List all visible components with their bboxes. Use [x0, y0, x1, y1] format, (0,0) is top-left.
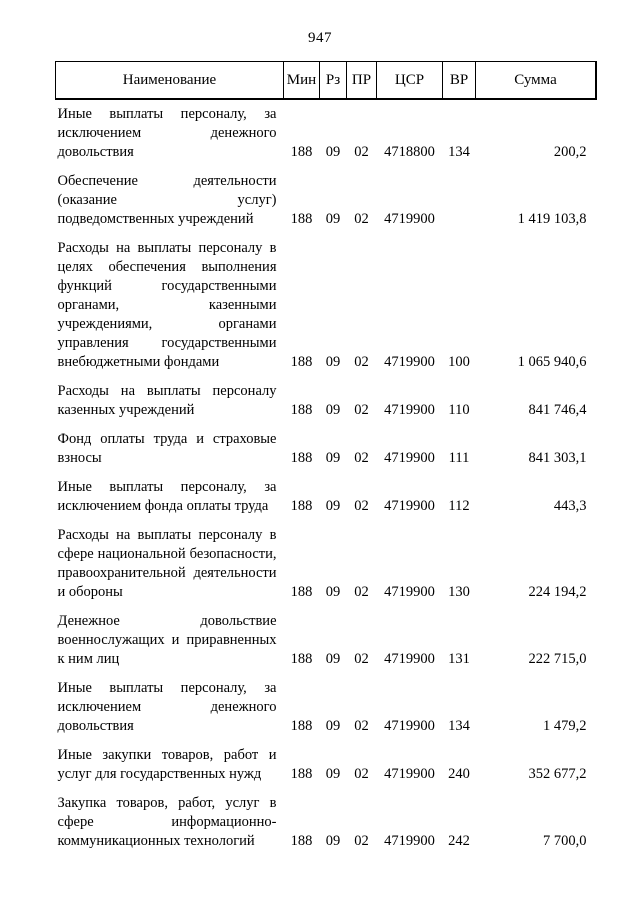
table-row [56, 424, 596, 472]
table-body [56, 99, 596, 856]
table-row [56, 472, 596, 520]
pr-cell: 02 [354, 498, 369, 514]
csr-cell: 4719900 [384, 584, 435, 600]
min-cell: 188 [290, 402, 313, 418]
summa-cell: 841 746,4 [528, 402, 587, 418]
vr-cell: 112 [448, 498, 470, 514]
rz-cell: 09 [325, 651, 341, 667]
summa-cell: 200,2 [553, 144, 587, 160]
rz-cell: 09 [325, 450, 341, 466]
min-cell: 188 [290, 450, 313, 466]
table-row [56, 99, 596, 167]
min-cell: 188 [290, 833, 313, 849]
vr-cell: 111 [448, 450, 470, 466]
header-rz: Рз [320, 62, 347, 99]
summa-cell: 841 303,1 [528, 450, 587, 466]
name-cell: Иные выплаты персоналу, за исключением денежного довольствия [57, 680, 277, 734]
pr-cell: 02 [354, 584, 369, 600]
rz-cell: 09 [325, 144, 341, 160]
csr-cell: 4718800 [384, 144, 435, 160]
table-row [56, 606, 596, 673]
name-cell: Расходы на выплаты персоналу в сфере национальной безопасности, правоохранительной деятельности и обороны [57, 527, 277, 600]
pr-cell: 02 [354, 402, 369, 418]
name-cell: Закупка товаров, работ, услуг в сфере информационно-коммуникационных технологий [57, 795, 277, 849]
rz-cell: 09 [325, 833, 341, 849]
header-csr: ЦСР [377, 62, 443, 99]
summa-cell: 222 715,0 [528, 651, 587, 667]
summa-cell: 1 479,2 [543, 718, 587, 734]
name-cell: Иные закупки товаров, работ и услуг для государственных нужд [57, 747, 277, 782]
table-row [56, 673, 596, 740]
rz-cell: 09 [325, 766, 341, 782]
rz-cell: 09 [325, 718, 341, 734]
name-cell: Обеспечение деятельности (оказание услуг) подведомственных учреждений [57, 173, 277, 227]
vr-cell: 131 [448, 651, 470, 667]
csr-cell: 4719900 [384, 402, 435, 418]
name-cell: Расходы на выплаты персоналу казенных учреждений [57, 383, 277, 418]
budget-table [55, 61, 596, 855]
pr-cell: 02 [354, 211, 369, 227]
pr-cell: 02 [354, 354, 369, 370]
rz-cell: 09 [325, 584, 341, 600]
vr-cell: 240 [448, 766, 470, 782]
summa-cell: 1 065 940,6 [517, 354, 587, 370]
name-cell: Денежное довольствие военнослужащих и приравненных к ним лиц [57, 613, 277, 667]
pr-cell: 02 [354, 450, 369, 466]
rz-cell: 09 [325, 211, 341, 227]
header-vr: ВР [443, 62, 476, 99]
rz-cell: 09 [325, 402, 341, 418]
min-cell: 188 [290, 354, 313, 370]
min-cell: 188 [290, 498, 313, 514]
csr-cell: 4719900 [384, 833, 435, 849]
csr-cell: 4719900 [384, 651, 435, 667]
csr-cell: 4719900 [384, 718, 435, 734]
csr-cell: 4719900 [384, 450, 435, 466]
csr-cell: 4719900 [384, 766, 435, 782]
vr-cell: 100 [448, 354, 470, 370]
table-row [56, 376, 596, 424]
table-row [56, 740, 596, 788]
vr-cell: 242 [448, 833, 470, 849]
header-pr: ПР [347, 62, 377, 99]
vr-cell: 110 [448, 402, 470, 418]
name-cell: Расходы на выплаты персоналу в целях обеспечения выполнения функций государственными органами, казенными учреждениями, органами управления государственными внебюджетными фондами [57, 240, 277, 370]
min-cell: 188 [290, 766, 313, 782]
page-number: 947 [308, 30, 332, 46]
min-cell: 188 [290, 718, 313, 734]
rz-cell: 09 [325, 354, 341, 370]
csr-cell: 4719900 [384, 354, 435, 370]
pr-cell: 02 [354, 833, 369, 849]
table-row [56, 233, 596, 376]
table-row [56, 166, 596, 233]
min-cell: 188 [290, 651, 313, 667]
vr-cell: 130 [448, 584, 470, 600]
table-header-row [56, 62, 596, 99]
pr-cell: 02 [354, 766, 369, 782]
header-min: Мин [284, 62, 320, 99]
summa-cell: 443,3 [553, 498, 587, 514]
vr-cell: 134 [448, 144, 470, 160]
min-cell: 188 [290, 584, 313, 600]
min-cell: 188 [290, 211, 313, 227]
summa-cell: 352 677,2 [528, 766, 587, 782]
name-cell: Иные выплаты персоналу, за исключением денежного довольствия [57, 106, 277, 160]
header-summa: Сумма [476, 62, 596, 99]
rz-cell: 09 [325, 498, 341, 514]
summa-cell: 224 194,2 [528, 584, 587, 600]
csr-cell: 4719900 [384, 211, 435, 227]
header-name: Наименование [56, 62, 284, 99]
table-row [56, 520, 596, 606]
summa-cell: 7 700,0 [543, 833, 587, 849]
pr-cell: 02 [354, 651, 369, 667]
name-cell: Фонд оплаты труда и страховые взносы [57, 431, 277, 466]
csr-cell: 4719900 [384, 498, 435, 514]
pr-cell: 02 [354, 718, 369, 734]
vr-cell [443, 166, 476, 233]
pr-cell: 02 [354, 144, 369, 160]
summa-cell: 1 419 103,8 [517, 211, 587, 227]
name-cell: Иные выплаты персоналу, за исключением фонда оплаты труда [57, 479, 277, 514]
table-header [56, 62, 596, 99]
min-cell: 188 [290, 144, 313, 160]
vr-cell: 134 [448, 718, 470, 734]
table-row [56, 788, 596, 855]
